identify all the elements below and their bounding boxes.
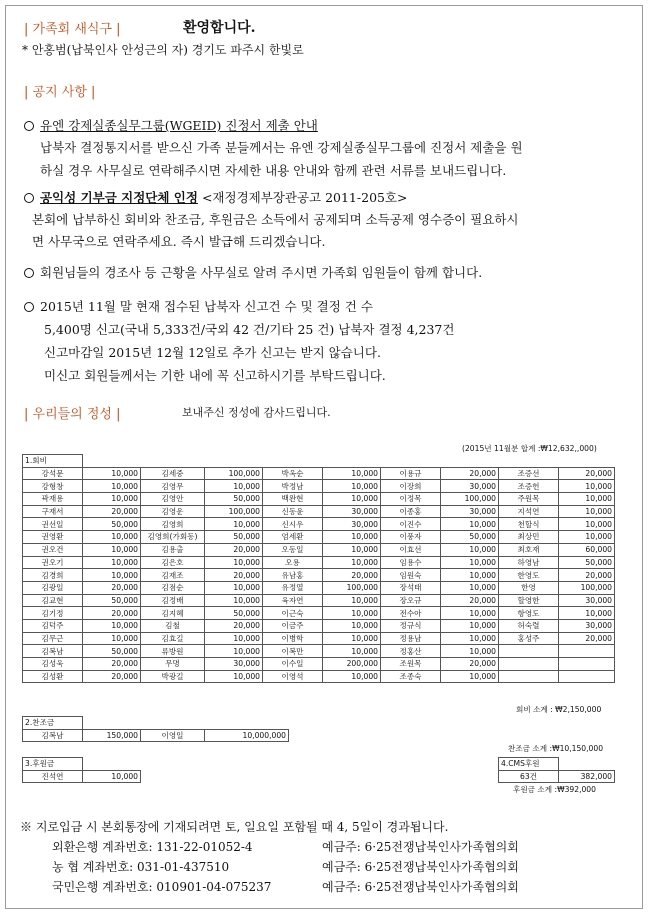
- donation-amount: 10,000: [83, 531, 141, 544]
- donor-name: 이진수: [381, 518, 441, 531]
- account-2-holder: 예금주: 6·25전쟁납북인사가족협의회: [322, 860, 519, 874]
- donation-amount: 20,000: [441, 594, 499, 607]
- donor-name: 오동일: [263, 543, 323, 556]
- donation-amount: 50,000: [205, 607, 263, 620]
- sponsor-label: 2.찬조금: [23, 717, 83, 730]
- donation-amount: 30,000: [559, 619, 615, 632]
- fees-table: [22, 454, 615, 683]
- donation-amount: 10,000: [83, 556, 141, 569]
- notice-item-2-line-2: 면 사무국으로 연락주세요. 즉시 발급해 드리겠습니다.: [32, 234, 326, 249]
- donor-name: 이장희: [381, 480, 441, 493]
- donation-amount: 10,000: [441, 607, 499, 620]
- donor-name: 이근숙: [263, 607, 323, 620]
- table-row: [23, 518, 615, 531]
- donation-amount: [559, 658, 615, 671]
- donor-name: 이용규: [381, 467, 441, 480]
- donor-name: 김덕주: [23, 619, 83, 632]
- donor-name: 권영환: [23, 531, 83, 544]
- donor-name: 김용출: [141, 543, 205, 556]
- donation-amount: 10,000: [323, 556, 381, 569]
- notice-item-1-line-1: 납북자 결정통지서를 받으신 가족 분들께서는 유엔 강제실종실무그룹에 진정서 제출을 원: [40, 140, 523, 155]
- donor-name: 박광길: [141, 670, 205, 683]
- donor-name: 김복남: [23, 645, 83, 658]
- donor-name: 김세중: [141, 467, 205, 480]
- welcome-text: 환영합니다.: [183, 20, 256, 36]
- donation-amount: 20,000: [83, 670, 141, 683]
- donation-amount: 30,000: [323, 505, 381, 518]
- donation-amount: [559, 645, 615, 658]
- account-1-holder: 예금주: 6·25전쟁납북인사가족협의회: [322, 840, 519, 854]
- donor-name: 지석연: [499, 505, 559, 518]
- donation-amount: 20,000: [205, 619, 263, 632]
- donor-name: 이금주: [263, 619, 323, 632]
- donation-amount: 10,000: [441, 556, 499, 569]
- table-row: [23, 670, 615, 683]
- donation-amount: 10,000: [205, 518, 263, 531]
- donation-amount: 10,000: [205, 632, 263, 645]
- donation-amount: 10,000: [323, 670, 381, 683]
- donor-name: 항영도: [499, 607, 559, 620]
- donation-amount: 30,000: [205, 658, 263, 671]
- donation-amount: 10,000: [559, 607, 615, 620]
- table-row: [23, 607, 615, 620]
- donation-amount: 10,000: [323, 619, 381, 632]
- donation-amount: 100,000: [205, 467, 263, 480]
- donation-amount: 30,000: [323, 518, 381, 531]
- table-row: [23, 505, 615, 518]
- donation-amount: 10,000: [441, 569, 499, 582]
- donation-amount: 10,000: [323, 531, 381, 544]
- donor-name: 정용남: [381, 632, 441, 645]
- donor-name: 김영안: [141, 493, 205, 506]
- donation-amount: 50,000: [83, 645, 141, 658]
- giro-note: ※ 지로입금 시 본회통장에 기재되려면 토, 일요일 포함될 때 4, 5일이 경과됩니다.: [20, 820, 449, 834]
- donor-name: 조증선: [499, 467, 559, 480]
- donation-amount: 100,000: [441, 493, 499, 506]
- donation-amount: 10,000: [559, 505, 615, 518]
- donor-name: 신동윤: [263, 505, 323, 518]
- notice-item-4-line-2: 신고마감일 2015년 12월 12일로 추가 신고는 받지 않습니다.: [44, 345, 381, 360]
- donation-amount: 50,000: [205, 493, 263, 506]
- donor-name: 신시우: [263, 518, 323, 531]
- donor-name: [499, 670, 559, 683]
- donor-name: 김은호: [141, 556, 205, 569]
- notice-item-4-line-1: 5,400명 신고(국내 5,333건/국외 42 건/기타 25 건) 납북자 결정 4,237건: [44, 322, 455, 337]
- table-row: [23, 581, 615, 594]
- donor-name: 한영: [499, 581, 559, 594]
- donation-amount: 10,000: [441, 670, 499, 683]
- donor-name: 김성환: [23, 670, 83, 683]
- donor-name: 김영희(가회동): [141, 531, 205, 544]
- account-2-number: 농 협 계좌번호: 031-01-437510: [52, 860, 230, 874]
- fees-label: 1.회비: [23, 455, 83, 468]
- support-label: 3.후원금: [23, 758, 83, 771]
- support-subtotal: 후원금 소계 :₩392,000: [513, 785, 596, 794]
- donor-name: 이병학: [263, 632, 323, 645]
- donor-name: 김영희: [141, 518, 205, 531]
- donation-amount: 10,000,000: [205, 729, 289, 742]
- donation-amount: 20,000: [205, 569, 263, 582]
- donation-amount: 10,000: [323, 632, 381, 645]
- donor-name: 김영무: [141, 480, 205, 493]
- donor-name: 김성욱: [23, 658, 83, 671]
- donor-name: 이복만: [263, 645, 323, 658]
- fees-label-row: [23, 455, 615, 468]
- donor-name: 강형창: [23, 480, 83, 493]
- donor-name: 김무근: [23, 632, 83, 645]
- table-row: [23, 569, 615, 582]
- notice-item-1-line-2: 하실 경우 사무실로 연락해주시면 자세한 내용 안내와 함께 관련 서류를 보내드립니다.: [40, 163, 507, 178]
- donor-name: 김복남: [23, 729, 83, 742]
- bullet-circle-icon: [24, 121, 34, 131]
- cms-count: 63건: [499, 770, 559, 783]
- donor-name: 임원숙: [381, 569, 441, 582]
- cms-table: [498, 757, 615, 783]
- donor-name: 최상민: [499, 531, 559, 544]
- notice-item-1-title: 유엔 강제실종실무그룹(WGEID) 진정서 제출 안내: [24, 114, 318, 138]
- donation-amount: 10,000: [83, 632, 141, 645]
- donations-total-caption: (2015년 11월분 합계 :₩12,632,,000): [462, 444, 597, 453]
- donor-name: 김기정: [23, 607, 83, 620]
- donations-section-label: | 우리들의 정성 |: [24, 407, 121, 422]
- donations-thanks: 보내주신 정성에 감사드립니다.: [182, 406, 331, 419]
- table-row: [23, 543, 615, 556]
- notice-item-3: 회원님들의 경조사 등 근황을 사무실로 알려 주시면 가족회 임원들이 함께 합니다.: [24, 261, 482, 285]
- table-row: [23, 645, 615, 658]
- donation-amount: 30,000: [441, 505, 499, 518]
- donor-name: 허숙렬: [499, 619, 559, 632]
- donation-amount: 20,000: [83, 505, 141, 518]
- donor-name: 강석문: [23, 467, 83, 480]
- donor-name: 전수아: [381, 607, 441, 620]
- support-table: [22, 757, 141, 783]
- bullet-circle-icon: [24, 268, 34, 278]
- donor-name: 이효선: [381, 543, 441, 556]
- donation-amount: 10,000: [323, 480, 381, 493]
- donor-name: 김정배: [141, 594, 205, 607]
- donation-amount: 10,000: [441, 619, 499, 632]
- donor-name: 권선일: [23, 518, 83, 531]
- donor-name: 하영남: [499, 556, 559, 569]
- donor-name: 박옥순: [263, 467, 323, 480]
- donation-amount: 10,000: [205, 670, 263, 683]
- donor-name: 엄세환: [263, 531, 323, 544]
- donation-amount: 10,000: [559, 493, 615, 506]
- donor-name: 이풍자: [381, 531, 441, 544]
- donor-name: 김광일: [23, 581, 83, 594]
- donation-amount: 10,000: [83, 569, 141, 582]
- donor-name: 최호재: [499, 543, 559, 556]
- donor-name: 김효길: [141, 632, 205, 645]
- donor-name: 권오건: [23, 543, 83, 556]
- donor-name: 이수일: [263, 658, 323, 671]
- table-row: [23, 594, 615, 607]
- table-row: [23, 729, 289, 742]
- sponsor-table: [22, 716, 289, 742]
- donor-name: 구재서: [23, 505, 83, 518]
- donor-name: 주원목: [499, 493, 559, 506]
- cms-label-row: [499, 758, 615, 771]
- donation-amount: 100,000: [323, 581, 381, 594]
- donation-amount: 10,000: [323, 493, 381, 506]
- donor-name: 진석연: [23, 770, 83, 783]
- donor-name: 박정남: [263, 480, 323, 493]
- donation-amount: 20,000: [205, 543, 263, 556]
- donation-amount: 10,000: [83, 619, 141, 632]
- donor-name: 유정열: [263, 581, 323, 594]
- donor-name: 오용: [263, 556, 323, 569]
- notice-section-label: | 공지 사항 |: [24, 85, 96, 100]
- support-label-row: [23, 758, 141, 771]
- donation-amount: 10,000: [205, 594, 263, 607]
- notice-item-4-title: 2015년 11월 말 현재 접수된 납북자 신고건 수 및 결정 건 수: [24, 295, 373, 319]
- donation-amount: 10,000: [83, 543, 141, 556]
- donation-amount: 10,000: [559, 518, 615, 531]
- donor-name: [499, 658, 559, 671]
- bullet-circle-icon: [24, 302, 34, 312]
- table-row: [23, 658, 615, 671]
- donation-amount: 10,000: [441, 632, 499, 645]
- donation-amount: 10,000: [83, 480, 141, 493]
- donation-amount: 20,000: [559, 569, 615, 582]
- donation-amount: 100,000: [205, 505, 263, 518]
- sponsor-label-row: [23, 717, 289, 730]
- donor-name: 조증헌: [499, 480, 559, 493]
- donation-amount: 50,000: [83, 594, 141, 607]
- new-member-entry: * 안홍범(납북인사 안성근의 자) 경기도 파주시 한빛로: [22, 43, 304, 57]
- donor-name: 조종숙: [381, 670, 441, 683]
- notice-item-2-title: 공익성 기부금 지정단체 인정 <재정경제부장관공고 2011-205호>: [24, 186, 408, 210]
- table-row: [23, 493, 615, 506]
- donation-amount: 50,000: [83, 518, 141, 531]
- notice-item-2-line-1: 본회에 납부하신 회비와 찬조금, 후원금은 소득에서 공제되며 소득공제 영수증이 필요하시: [32, 212, 519, 227]
- donor-name: 김영운: [141, 505, 205, 518]
- donation-amount: 20,000: [559, 632, 615, 645]
- donation-amount: 150,000: [83, 729, 141, 742]
- bullet-circle-icon: [24, 193, 34, 203]
- table-row: [23, 531, 615, 544]
- table-row: [23, 619, 615, 632]
- donation-amount: 60,000: [559, 543, 615, 556]
- donation-amount: 50,000: [441, 531, 499, 544]
- donation-amount: 10,000: [323, 645, 381, 658]
- donation-amount: 10,000: [205, 480, 263, 493]
- donor-name: 김점순: [141, 581, 205, 594]
- donor-name: 김지혜: [141, 607, 205, 620]
- donor-name: 장석태: [381, 581, 441, 594]
- donation-amount: 200,000: [323, 658, 381, 671]
- donation-amount: 10,000: [205, 645, 263, 658]
- donation-amount: 20,000: [83, 658, 141, 671]
- donation-amount: 10,000: [559, 480, 615, 493]
- donation-amount: 10,000: [83, 770, 141, 783]
- donor-name: 천할식: [499, 518, 559, 531]
- donation-amount: [559, 670, 615, 683]
- donation-amount: 10,000: [559, 531, 615, 544]
- table-row: [23, 770, 141, 783]
- donation-amount: 10,000: [83, 467, 141, 480]
- account-3-holder: 예금주: 6·25전쟁납북인사가족협의회: [322, 880, 519, 894]
- cms-label: 4.CMS후원: [499, 758, 559, 771]
- donor-name: 한영도: [499, 569, 559, 582]
- sponsor-subtotal: 찬조금 소계 :₩10,150,000: [508, 744, 604, 753]
- donation-amount: 10,000: [323, 594, 381, 607]
- donation-amount: 10,000: [441, 518, 499, 531]
- donation-amount: 10,000: [83, 493, 141, 506]
- table-row: [499, 770, 615, 783]
- donation-amount: 20,000: [323, 569, 381, 582]
- donation-amount: 30,000: [441, 480, 499, 493]
- donor-name: 곽재용: [23, 493, 83, 506]
- donor-name: 장오규: [381, 594, 441, 607]
- donation-amount: 20,000: [83, 607, 141, 620]
- donation-amount: 30,000: [559, 594, 615, 607]
- table-row: [23, 556, 615, 569]
- notice-item-4-line-3: 미신고 회원들께서는 기한 내에 꼭 신고하시기를 부탁드립니다.: [44, 368, 386, 383]
- donor-name: 육자연: [263, 594, 323, 607]
- donor-name: 백완현: [263, 493, 323, 506]
- table-row: [23, 632, 615, 645]
- donation-amount: 100,000: [559, 581, 615, 594]
- donor-name: 임용수: [381, 556, 441, 569]
- donation-amount: 10,000: [323, 607, 381, 620]
- donor-name: 정규식: [381, 619, 441, 632]
- donor-name: 김경희: [23, 569, 83, 582]
- donation-amount: 10,000: [205, 556, 263, 569]
- donation-amount: 10,000: [441, 543, 499, 556]
- new-members-section-label: | 가족회 새식구 |: [24, 22, 121, 37]
- donation-amount: 10,000: [323, 543, 381, 556]
- fees-subtotal: 회비 소계 : ₩2,150,000: [516, 705, 602, 714]
- donor-name: 이종홍: [381, 505, 441, 518]
- donor-name: 할영한: [499, 594, 559, 607]
- donor-name: 김교현: [23, 594, 83, 607]
- donation-amount: 10,000: [441, 645, 499, 658]
- donation-amount: 50,000: [205, 531, 263, 544]
- donor-name: 정홍산: [381, 645, 441, 658]
- donor-name: 조원목: [381, 658, 441, 671]
- donor-name: [499, 645, 559, 658]
- donation-amount: 10,000: [205, 581, 263, 594]
- donor-name: 홍성주: [499, 632, 559, 645]
- account-1-number: 외환은행 계좌번호: 131-22-01052-4: [52, 840, 253, 854]
- donor-name: 유남홍: [263, 569, 323, 582]
- donor-name: 이정목: [381, 493, 441, 506]
- donor-name: 이영석: [263, 670, 323, 683]
- donation-amount: 20,000: [441, 658, 499, 671]
- donor-name: 김재조: [141, 569, 205, 582]
- donor-name: 이영일: [141, 729, 205, 742]
- donation-amount: 20,000: [441, 467, 499, 480]
- donor-name: 류방원: [141, 645, 205, 658]
- donation-amount: 10,000: [441, 581, 499, 594]
- donation-amount: 20,000: [559, 467, 615, 480]
- account-3-number: 국민은행 계좌번호: 010901-04-075237: [52, 880, 272, 894]
- table-row: [23, 480, 615, 493]
- donation-amount: 10,000: [323, 467, 381, 480]
- donor-name: 무명: [141, 658, 205, 671]
- donor-name: 권오기: [23, 556, 83, 569]
- donation-amount: 50,000: [559, 556, 615, 569]
- cms-amount: 382,000: [559, 770, 615, 783]
- donation-amount: 20,000: [83, 581, 141, 594]
- donor-name: 김철: [141, 619, 205, 632]
- table-row: [23, 467, 615, 480]
